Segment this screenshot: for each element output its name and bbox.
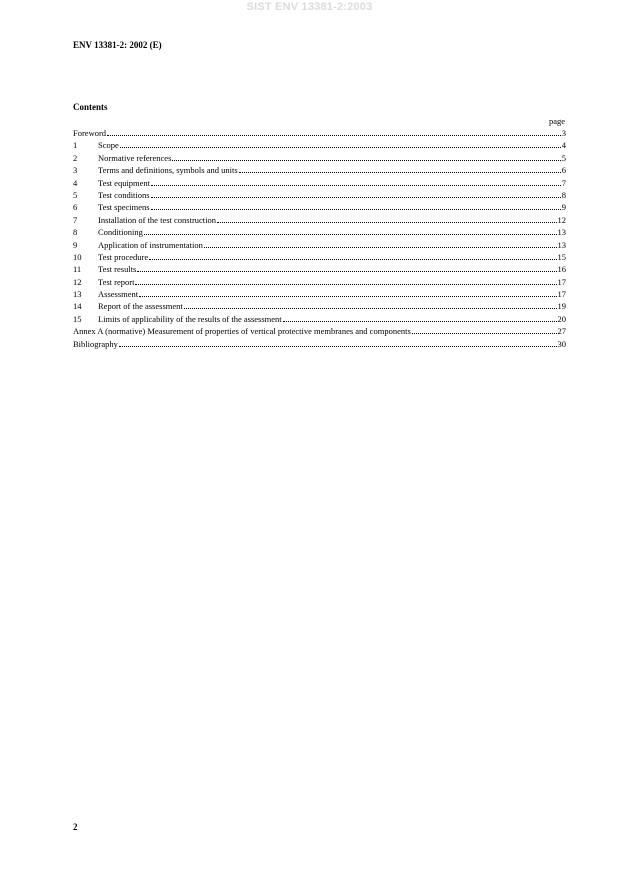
- toc-entry[interactable]: [73, 152, 566, 164]
- toc-entry-page: 20: [557, 313, 566, 324]
- toc-dot-leader: [151, 185, 561, 186]
- toc-entry[interactable]: [73, 214, 566, 226]
- toc-entry-page: 17: [557, 276, 566, 287]
- toc-dot-leader: [139, 296, 556, 297]
- toc-entry-page: 5: [561, 152, 566, 163]
- toc-entry[interactable]: [73, 127, 566, 139]
- toc-entry-number: 2: [73, 152, 78, 163]
- toc-entry-title: Report of the assessment: [98, 301, 183, 312]
- toc-entry[interactable]: [73, 325, 566, 337]
- toc-entry-title: Test conditions: [98, 189, 150, 200]
- toc-entry[interactable]: [73, 201, 566, 213]
- toc-entry-page: 19: [557, 301, 566, 312]
- toc-entry-page: 3: [561, 128, 566, 138]
- toc-entry[interactable]: [73, 276, 566, 288]
- toc-dot-leader: [283, 321, 557, 322]
- toc-entry-page: 12: [557, 214, 566, 225]
- table-of-contents: [73, 127, 566, 350]
- toc-entry-title: Foreword: [73, 128, 107, 138]
- toc-entry-title: Test report: [98, 276, 135, 287]
- toc-entry[interactable]: [73, 288, 566, 300]
- toc-entry[interactable]: [73, 263, 566, 275]
- toc-entry-number: 7: [73, 214, 78, 225]
- toc-entry-page: 30: [557, 338, 566, 349]
- toc-entry-title: Limits of applicability of the results of the assessment: [98, 313, 282, 324]
- toc-entry-title: Installation of the test construction: [98, 214, 217, 225]
- toc-entry-page: 4: [561, 140, 566, 151]
- toc-entry-title: Normative references: [98, 152, 172, 163]
- toc-entry-title: Test results: [98, 264, 137, 275]
- toc-dot-leader: [151, 209, 561, 210]
- toc-entry[interactable]: [73, 239, 566, 251]
- toc-entry-number: 1: [73, 140, 78, 151]
- toc-dot-leader: [239, 172, 561, 173]
- toc-entry-number: 12: [73, 276, 82, 287]
- toc-entry-title: Scope: [98, 140, 119, 151]
- toc-entry-page: 15: [557, 251, 566, 262]
- toc-entry[interactable]: [73, 164, 566, 176]
- toc-entry[interactable]: [73, 338, 566, 350]
- toc-dot-leader: [120, 147, 561, 148]
- toc-entry-number: 6: [73, 202, 78, 213]
- toc-entry[interactable]: [73, 251, 566, 263]
- toc-entry-page: 9: [561, 202, 566, 213]
- toc-entry-page: 16: [557, 264, 566, 275]
- toc-entry-page: 8: [561, 189, 566, 200]
- contents-heading: Contents: [73, 102, 108, 112]
- toc-entry-number: 9: [73, 239, 78, 250]
- toc-dot-leader: [135, 284, 556, 285]
- toc-entry-title: Terms and definitions, symbols and units: [98, 165, 238, 176]
- toc-entry[interactable]: [73, 177, 566, 189]
- toc-entry-title: Annex A (normative) Measurement of properties of vertical protective membranes and components: [73, 326, 411, 337]
- toc-entry-page: 13: [557, 227, 566, 238]
- toc-dot-leader: [119, 346, 557, 347]
- toc-entry-page: 17: [557, 289, 566, 300]
- toc-entry-title: Application of instrumentation: [98, 239, 203, 250]
- toc-entry-number: 4: [73, 177, 78, 188]
- page-column-label: page: [548, 116, 565, 126]
- watermark: SIST ENV 13381-2:2003: [246, 1, 373, 13]
- toc-entry-number: 14: [73, 301, 82, 312]
- toc-entry-number: 11: [73, 264, 82, 275]
- toc-dot-leader: [172, 160, 560, 161]
- toc-dot-leader: [137, 271, 556, 272]
- toc-entry-number: 8: [73, 227, 78, 238]
- toc-entry-title: Test equipment: [98, 177, 151, 188]
- document-header: ENV 13381-2: 2002 (E): [73, 40, 162, 50]
- toc-dot-leader: [217, 222, 556, 223]
- toc-entry[interactable]: [73, 313, 566, 325]
- toc-entry-number: 13: [73, 289, 82, 300]
- toc-entry-page: 27: [557, 326, 566, 337]
- toc-entry[interactable]: [73, 226, 566, 238]
- toc-dot-leader: [204, 247, 557, 248]
- toc-dot-leader: [412, 333, 557, 334]
- toc-entry-title: Assessment: [98, 289, 139, 300]
- toc-entry[interactable]: [73, 139, 566, 151]
- toc-dot-leader: [144, 234, 557, 235]
- toc-dot-leader: [151, 197, 561, 198]
- toc-entry-page: 7: [561, 177, 566, 188]
- toc-entry-number: 5: [73, 189, 78, 200]
- toc-entry-title: Test procedure: [98, 251, 149, 262]
- toc-entry-number: 3: [73, 165, 78, 176]
- toc-dot-leader: [107, 135, 561, 136]
- toc-entry-title: Conditioning: [98, 227, 143, 238]
- page-number: 2: [73, 822, 78, 832]
- toc-entry-title: Bibliography: [73, 338, 118, 349]
- toc-entry-page: 13: [557, 239, 566, 250]
- toc-dot-leader: [184, 308, 557, 309]
- toc-entry-title: Test specimens: [98, 202, 150, 213]
- toc-dot-leader: [149, 259, 556, 260]
- toc-entry[interactable]: [73, 300, 566, 312]
- toc-entry-number: 10: [73, 251, 82, 262]
- toc-entry[interactable]: [73, 189, 566, 201]
- toc-entry-number: 15: [73, 313, 82, 324]
- toc-entry-page: 6: [561, 165, 566, 176]
